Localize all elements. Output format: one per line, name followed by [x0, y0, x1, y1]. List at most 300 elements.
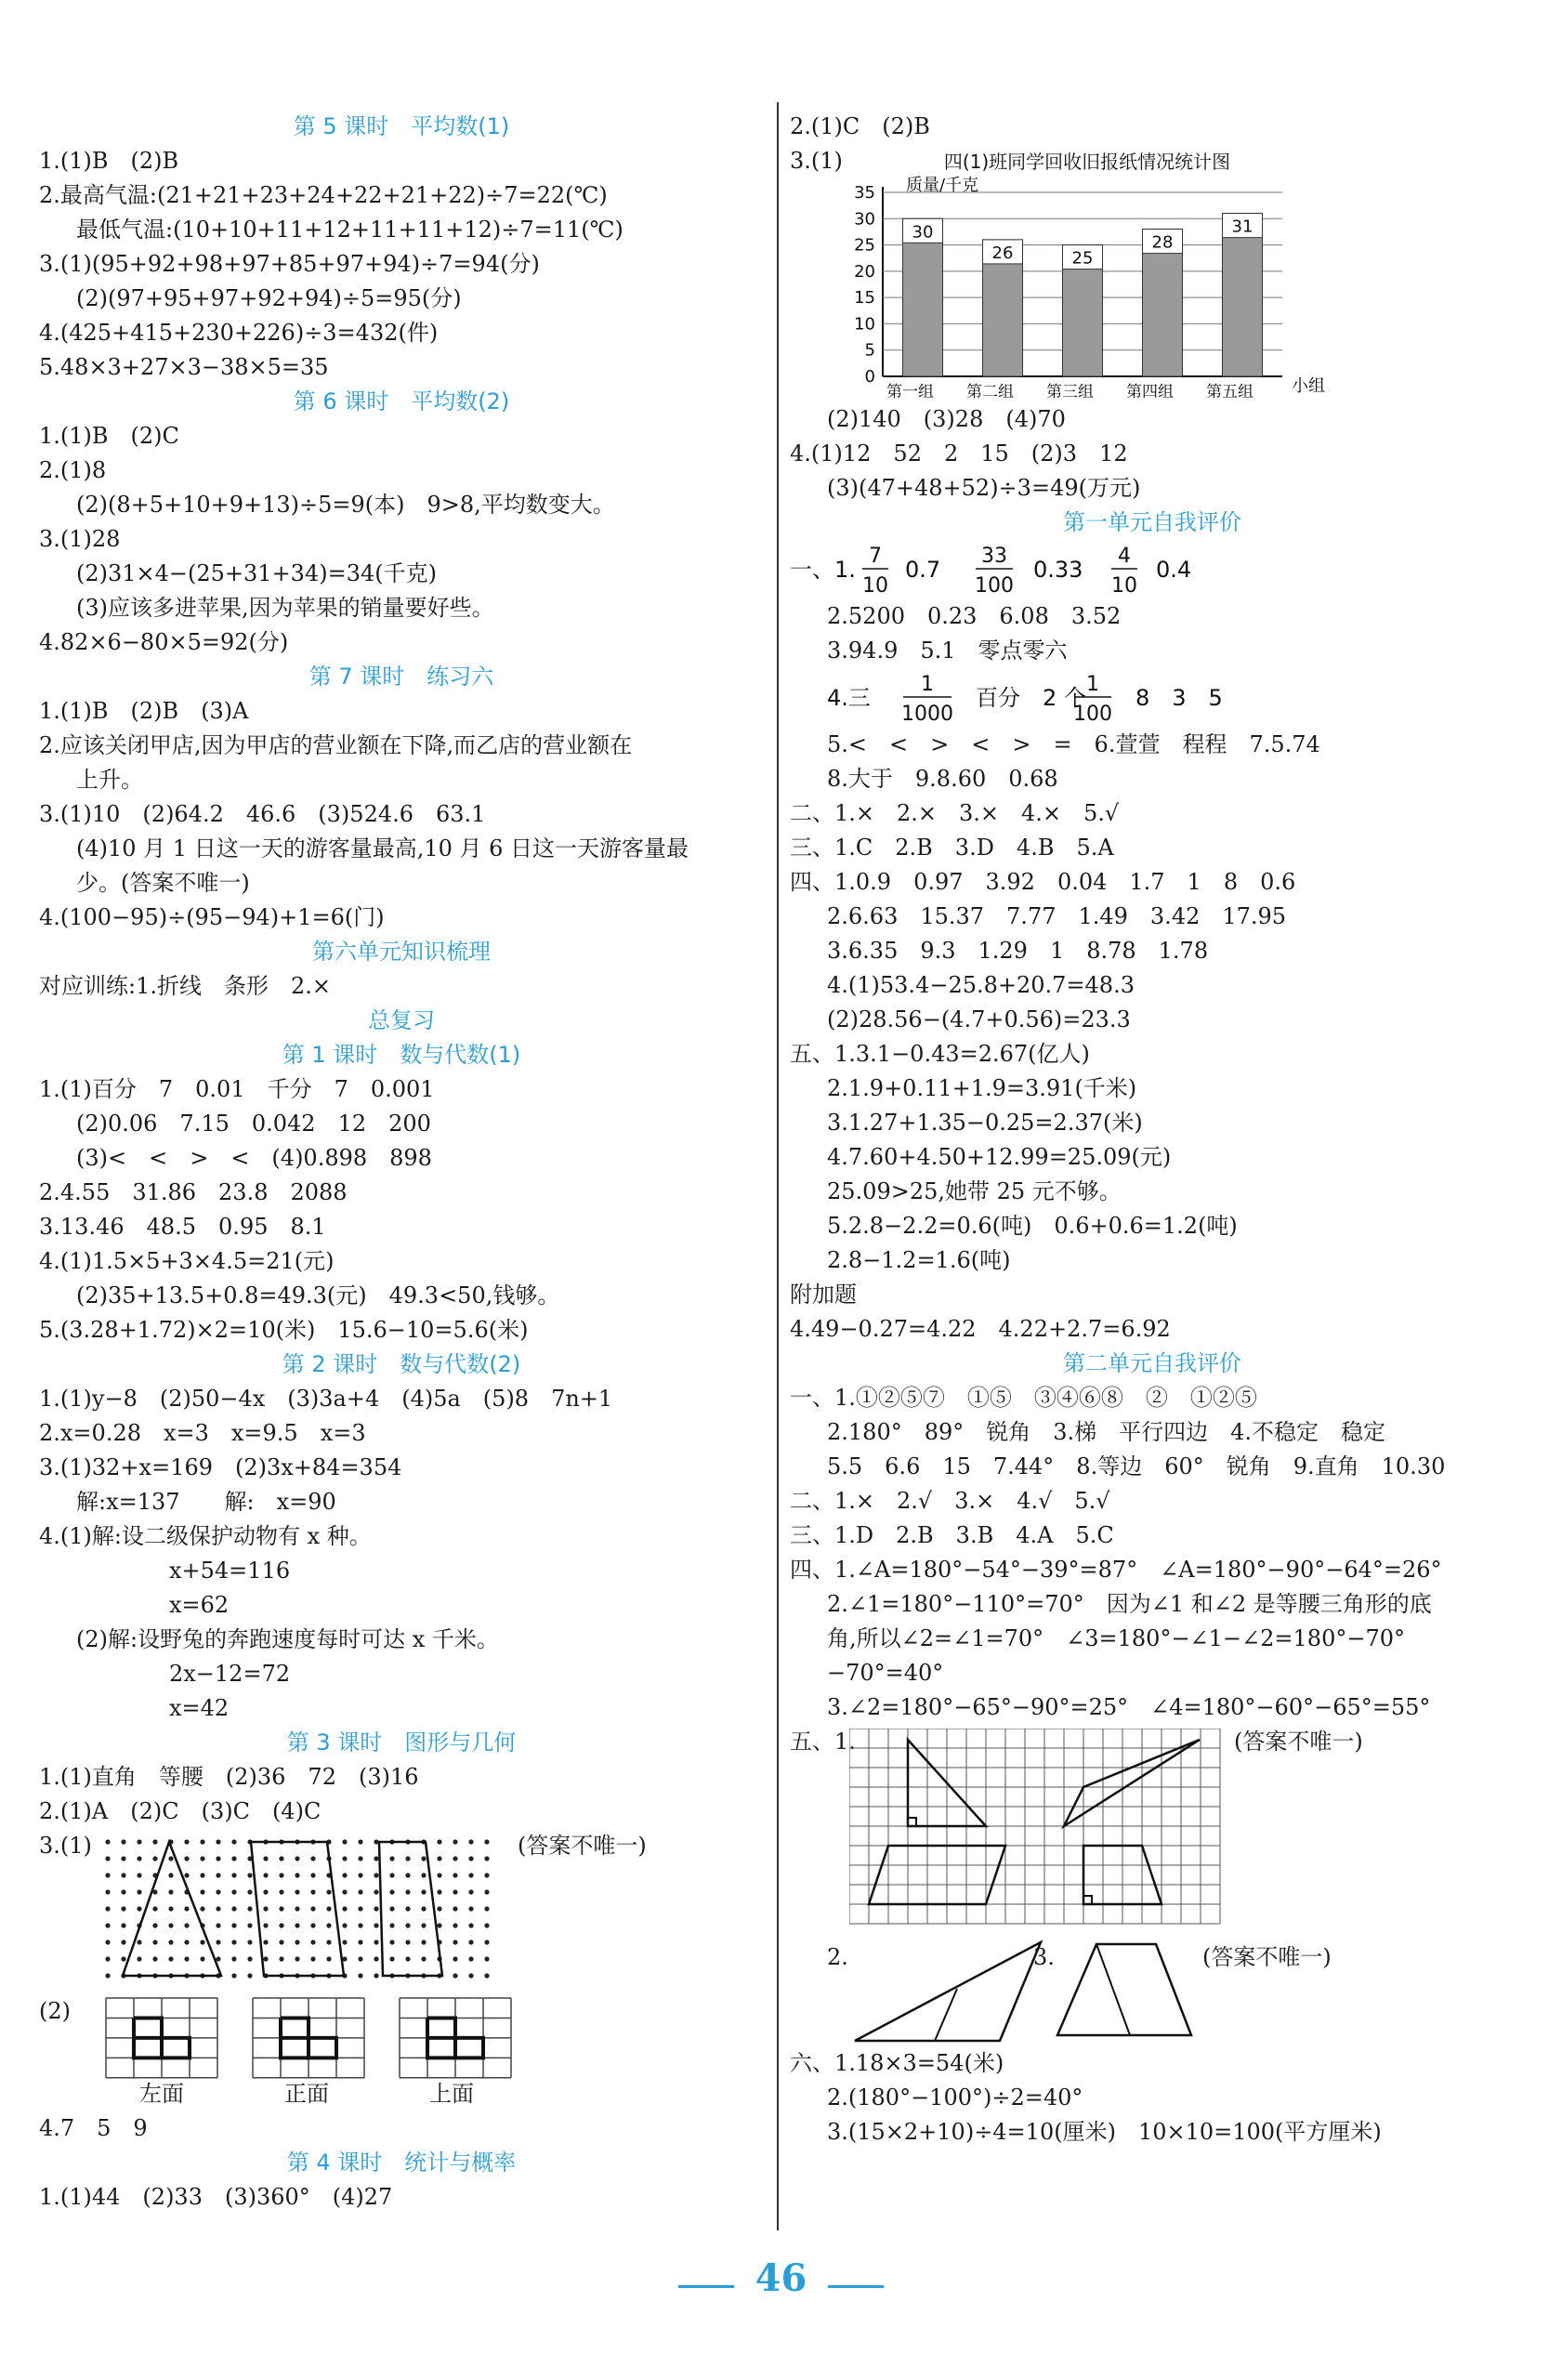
- grid-dot: [437, 1873, 441, 1877]
- answer-line: 2.(1)A (2)C (3)C (4)C: [39, 1798, 322, 1824]
- grid-dot: [105, 1889, 110, 1894]
- grid-dot: [453, 1906, 457, 1911]
- obtuse-triangle-shape: [1064, 1740, 1200, 1826]
- section-title-unit6: 第六单元知识梳理: [312, 939, 491, 965]
- grid-dot: [326, 1923, 331, 1927]
- grid-dot: [484, 1923, 489, 1927]
- grid-dot: [374, 1973, 378, 1978]
- grid-dot: [453, 1956, 457, 1961]
- answer-line: 1.(1)百分 7 0.01 千分 7 0.001: [39, 1076, 435, 1102]
- frac-num: 33: [981, 545, 1007, 568]
- grid-dot: [200, 1906, 204, 1911]
- grid-dot: [105, 1956, 110, 1961]
- fraction-line-4: [790, 668, 1515, 728]
- answer-label: 3.: [1033, 1944, 1055, 1970]
- x-tick-label: 第二组: [966, 383, 1014, 401]
- page-number: 46: [755, 2256, 807, 2300]
- grid-dot: [468, 1906, 473, 1911]
- grid-dot: [468, 1956, 473, 1961]
- grid-dot: [152, 1856, 157, 1861]
- parallelogram-shape: [869, 1846, 1005, 1904]
- grid-dot: [279, 1956, 283, 1961]
- three-views-figure: [39, 1994, 764, 2111]
- bar-value-label: 28: [1151, 232, 1174, 253]
- grid-dot: [121, 1889, 125, 1894]
- grid-dot: [137, 1940, 141, 1944]
- answer-line: (2)31×4−(25+31+34)=34(千克): [76, 560, 437, 586]
- grid-dot: [342, 1923, 347, 1927]
- fraction-row: [790, 668, 1515, 728]
- grid-dot: [405, 1856, 410, 1861]
- grid-dot: [468, 1889, 473, 1894]
- grid-dot: [121, 1856, 125, 1861]
- answer-line: 5.2.8−2.2=0.6(吨) 0.6+0.6=1.2(吨): [827, 1213, 1238, 1239]
- answer-line: (2)140 (3)28 (4)70: [827, 406, 1066, 432]
- grid-dot: [326, 1940, 331, 1944]
- answer-line: 三、1.C 2.B 3.D 4.B 5.A: [790, 835, 1114, 861]
- grid-dot: [484, 1873, 489, 1877]
- grid-dot: [358, 1956, 362, 1961]
- x-tick-label: 第一组: [886, 383, 934, 401]
- grid-dot: [389, 1873, 394, 1877]
- answer-line: 4.7.60+4.50+12.99=25.09(元): [827, 1144, 1172, 1170]
- grid-dot: [247, 1973, 252, 1978]
- grid-dot: [437, 1839, 441, 1844]
- bar-chart: [818, 144, 1338, 402]
- answer-line: 1.(1)直角 等腰 (2)36 72 (3)16: [39, 1764, 419, 1790]
- answer-line: 四、1.0.9 0.97 3.92 0.04 1.7 1 8 0.6: [790, 869, 1296, 895]
- answer-line: 8.大于 9.8.60 0.68: [827, 766, 1058, 792]
- grid-dot: [453, 1873, 457, 1877]
- answer-line: 角,所以∠2=∠1=70° ∠3=180°−∠1−∠2=180°−70°: [827, 1625, 1405, 1651]
- grid-dot: [437, 1889, 441, 1894]
- grid-dot: [374, 1856, 378, 1861]
- grid-dot: [184, 1923, 189, 1927]
- answer-line: 2.x=0.28 x=3 x=9.5 x=3: [39, 1420, 366, 1446]
- answer-line: x=42: [169, 1695, 230, 1721]
- answer-line: 2.∠1=180°−110°=70° 因为∠1 和∠2 是等腰三角形的底: [827, 1591, 1432, 1617]
- grid-dot: [216, 1940, 220, 1944]
- grid-dot: [358, 1889, 362, 1894]
- grid-dot: [137, 1856, 141, 1861]
- grid-dot: [484, 1906, 489, 1911]
- grid-dot: [121, 1873, 125, 1877]
- grid-dot: [279, 1889, 283, 1894]
- grid-dot: [137, 1873, 141, 1877]
- answer-line: 3.(1)28: [39, 526, 121, 552]
- grid-dot: [184, 1956, 189, 1961]
- answer-line: 2.(1)C (2)B: [790, 113, 930, 139]
- answer-line: 上升。: [76, 767, 143, 793]
- answer-line: 2.1.9+0.11+1.9=3.91(千米): [827, 1075, 1137, 1101]
- split-line: [1096, 1944, 1130, 2035]
- frac-text: 0.7: [905, 557, 941, 583]
- grid-dot: [263, 1956, 268, 1961]
- grid-dot: [137, 1839, 141, 1844]
- answer-line: 2.(180°−100°)÷2=40°: [827, 2084, 1083, 2110]
- grid-dot: [295, 1956, 299, 1961]
- grid-dot: [216, 1906, 220, 1911]
- grid-dot: [389, 1940, 394, 1944]
- answer-line: 3.(1)10 (2)64.2 46.6 (3)524.6 63.1: [39, 801, 486, 827]
- grid-dot: [295, 1906, 299, 1911]
- answer-line: (3)< < > < (4)0.898 898: [76, 1145, 432, 1171]
- three-views-drawing: [104, 1996, 513, 2080]
- grid-dot: [421, 1956, 426, 1961]
- grid-dot: [200, 1873, 204, 1877]
- grid-dot: [184, 1906, 189, 1911]
- grid-dot: [453, 1923, 457, 1927]
- grid-dot: [105, 1856, 110, 1861]
- section-title-review: 总复习: [368, 1007, 435, 1033]
- grid-dot: [437, 1856, 441, 1861]
- grid-dot: [358, 1856, 362, 1861]
- frac-den: 100: [975, 574, 1014, 598]
- frac-den: 10: [862, 574, 888, 598]
- y-tick-label: 35: [854, 183, 875, 203]
- grid-dot: [168, 1889, 173, 1894]
- grid-dot: [421, 1873, 426, 1877]
- grid-dot: [389, 1856, 394, 1861]
- answer-line: (3)应该多进苹果,因为苹果的销量要好些。: [76, 595, 494, 621]
- grid-dot: [216, 1856, 220, 1861]
- answer-line: 2.应该关闭甲店,因为甲店的营业额在下降,而乙店的营业额在: [39, 732, 633, 758]
- section-title-review2: 第 2 课时 数与代数(2): [282, 1351, 521, 1377]
- grid-dot: [421, 1906, 426, 1911]
- square-grid-drawing: [849, 1729, 1234, 1933]
- grid-dot: [105, 1923, 110, 1927]
- answer-line: 5.(3.28+1.72)×2=10(米) 15.6−10=5.6(米): [39, 1317, 529, 1343]
- answer-line: 最低气温:(10+10+11+12+11+11+12)÷7=11(℃): [76, 217, 623, 243]
- frac-text: 0.4: [1156, 557, 1192, 583]
- y-tick-label: 30: [854, 209, 875, 230]
- answer-line: 三、1.D 2.B 3.B 4.A 5.C: [790, 1522, 1114, 1548]
- answer-label: 五、1.: [790, 1729, 856, 1755]
- answer-line: (2)解:设野兔的奔跑速度每时可达 x 千米。: [76, 1626, 499, 1652]
- grid-dot: [437, 1923, 441, 1927]
- x-tick-label: 第四组: [1126, 383, 1174, 401]
- grid-dot: [231, 1923, 236, 1927]
- answer-line: 2.4.55 31.86 23.8 2088: [39, 1179, 348, 1205]
- grid-dot: [374, 1906, 378, 1911]
- grid-dot: [137, 1906, 141, 1911]
- grid-dot: [389, 1906, 394, 1911]
- answer-label: (2): [39, 1998, 71, 2024]
- grid-dot: [168, 1940, 173, 1944]
- grid-dot: [137, 1889, 141, 1894]
- x-tick-label: 第三组: [1046, 383, 1094, 401]
- answer-line: 二、1.× 2.√ 3.× 4.√ 5.√: [790, 1488, 1110, 1514]
- grid-dot: [184, 1839, 189, 1844]
- grid-dot: [326, 1956, 331, 1961]
- frac-text: 0.33: [1033, 557, 1083, 583]
- grid-dot: [421, 1889, 426, 1894]
- answer-line: 4.(100−95)÷(95−94)+1=6(门): [39, 904, 385, 930]
- view-label-front: 正面: [284, 2081, 329, 2107]
- answer-line: 2.(1)8: [39, 457, 107, 483]
- grid-dot: [421, 1940, 426, 1944]
- right-angle-mark: [1083, 1896, 1092, 1904]
- grid-dot: [121, 1940, 125, 1944]
- grid-dot: [374, 1956, 378, 1961]
- grid-dot: [263, 1873, 268, 1877]
- answer-line: 3.∠2=180°−65°−90°=25° ∠4=180°−60°−65°=55°: [827, 1694, 1431, 1720]
- view-front: [253, 1998, 364, 2078]
- grid-dot: [279, 1923, 283, 1927]
- grid-dot: [231, 1906, 236, 1911]
- grid-dot: [279, 1873, 283, 1877]
- answer-line: 3.6.35 9.3 1.29 1 8.78 1.78: [827, 938, 1209, 964]
- grid-dot: [200, 1856, 204, 1861]
- grid-dot: [421, 1923, 426, 1927]
- answer-label: 3.(1): [790, 148, 843, 174]
- section-title-lesson7: 第 7 课时 练习六: [308, 664, 494, 690]
- grid-dot: [342, 1839, 347, 1844]
- grid-dot: [152, 1940, 157, 1944]
- x-tick-label: 第五组: [1206, 383, 1254, 401]
- grid-dot: [279, 1856, 283, 1861]
- frac-den: 1000: [901, 703, 953, 726]
- answer-line: 2.8−1.2=1.6(吨): [827, 1247, 1011, 1273]
- grid-dot: [453, 1856, 457, 1861]
- grid-dot: [263, 1940, 268, 1944]
- grid-dot: [152, 1956, 157, 1961]
- grid-dot: [247, 1906, 252, 1911]
- grid-dot: [105, 1940, 110, 1944]
- answer-line: 3.(1)(95+92+98+97+85+97+94)÷7=94(分): [39, 251, 540, 277]
- fraction-line-1: [790, 540, 1515, 599]
- grid-dot: [231, 1856, 236, 1861]
- grid-dot: [358, 1906, 362, 1911]
- answer-label: 3.(1): [39, 1833, 92, 1859]
- answer-line: 4.(1)12 52 2 15 (2)3 12: [790, 440, 1128, 467]
- answer-line: (2)(97+95+97+92+94)÷5=95(分): [76, 285, 462, 311]
- grid-dot: [295, 1889, 299, 1894]
- grid-dot: [200, 1940, 204, 1944]
- y-tick-label: 10: [854, 314, 875, 335]
- grid-dot: [168, 1856, 173, 1861]
- frac-den: 10: [1111, 574, 1137, 598]
- grid-dot: [405, 1906, 410, 1911]
- answer-line: 5.< < > < > = 6.萱萱 程程 7.5.74: [827, 731, 1320, 757]
- answer-line: 3.13.46 48.5 0.95 8.1: [39, 1214, 326, 1240]
- chart-title: 四(1)班同学回收旧报纸情况统计图: [943, 151, 1231, 173]
- grid-dot: [468, 1923, 473, 1927]
- frac-num: 7: [869, 545, 882, 568]
- answer-line: (2)0.06 7.15 0.042 12 200: [76, 1111, 431, 1137]
- grid-dot: [358, 1873, 362, 1877]
- answer-line: 4.(1)解:设二级保护动物有 x 种。: [39, 1523, 372, 1549]
- grid-dot: [168, 1923, 173, 1927]
- answer-note: (答案不唯一): [518, 1833, 647, 1859]
- frac-num: 4: [1118, 545, 1131, 568]
- answer-line: (4)10 月 1 日这一天的游客量最高,10 月 6 日这一天游客量最: [76, 835, 689, 861]
- grid-dot: [152, 1906, 157, 1911]
- answer-line: 4.49−0.27=4.22 4.22+2.7=6.92: [790, 1316, 1171, 1342]
- grid-dot: [310, 1873, 315, 1877]
- section-title-review1: 第 1 课时 数与代数(1): [282, 1042, 521, 1068]
- answer-line: −70°=40°: [827, 1660, 944, 1686]
- answer-line: 二、1.× 2.× 3.× 4.× 5.√: [790, 800, 1120, 826]
- grid-dot: [263, 1889, 268, 1894]
- grid-dot: [184, 1856, 189, 1861]
- view-label-left: 左面: [139, 2081, 184, 2107]
- grid-dot: [453, 1839, 457, 1844]
- section-title-lesson5: 第 5 课时 平均数(1): [293, 113, 510, 139]
- view-top: [400, 1998, 511, 2078]
- right-angle-mark: [908, 1818, 916, 1826]
- grid-dot: [279, 1940, 283, 1944]
- dot-grid-drawing: [104, 1834, 513, 1992]
- grid-dot: [405, 1940, 410, 1944]
- answer-line: 1.(1)44 (2)33 (3)360° (4)27: [39, 2184, 393, 2210]
- answer-label: 2.: [827, 1944, 848, 1970]
- view-left: [106, 1998, 217, 2078]
- answer-line: 1.(1)y−8 (2)50−4x (3)3a+4 (4)5a (5)8 7n+1: [39, 1386, 613, 1412]
- section-title-unit1-eval: 第一单元自我评价: [1063, 509, 1241, 535]
- grid-dot: [358, 1839, 362, 1844]
- answer-line: 2.5200 0.23 6.08 3.52: [827, 603, 1122, 629]
- grid-dot: [389, 1956, 394, 1961]
- grid-dot: [263, 1906, 268, 1911]
- grid-dot: [389, 1923, 394, 1927]
- answer-line: 4.(425+415+230+226)÷3=432(件): [39, 320, 439, 346]
- grid-dot: [484, 1889, 489, 1894]
- grid-dot: [468, 1973, 473, 1978]
- grid-dot: [468, 1839, 473, 1844]
- answer-line: 5.5 6.6 15 7.44° 8.等边 60° 锐角 9.直角 10.30: [827, 1453, 1446, 1479]
- answer-line: 少。(答案不唯一): [76, 870, 250, 896]
- grid-dot: [310, 1889, 315, 1894]
- answer-line: 2.6.63 15.37 7.77 1.49 3.42 17.95: [827, 903, 1287, 929]
- footer-dash-right: [828, 2285, 884, 2288]
- bar-value-label: 26: [991, 243, 1014, 263]
- grid-dot: [405, 1956, 410, 1961]
- answer-line: (3)(47+48+52)÷3=49(万元): [827, 475, 1141, 501]
- grid-dot: [310, 1906, 315, 1911]
- grid-dot: [453, 1973, 457, 1978]
- grid-dot: [468, 1856, 473, 1861]
- answer-line: 3.(15×2+10)÷4=10(厘米) 10×10=100(平方厘米): [827, 2119, 1382, 2145]
- grid-dot: [405, 1923, 410, 1927]
- chart-x-label: 小组: [1292, 376, 1325, 396]
- answer-line: x=62: [169, 1592, 230, 1618]
- grid-dot: [152, 1839, 157, 1844]
- grid-dot: [137, 1956, 141, 1961]
- grid-dot: [184, 1873, 189, 1877]
- grid-dot: [168, 1956, 173, 1961]
- y-tick-label: 15: [854, 288, 875, 309]
- answer-line: 3.94.9 5.1 零点零六: [827, 638, 1068, 664]
- grid-dot: [216, 1889, 220, 1894]
- answer-line: 4.(1)1.5×5+3×4.5=21(元): [39, 1248, 335, 1274]
- triangle-trapezoid-figure: [790, 1937, 1515, 2046]
- grid-dot: [295, 1940, 299, 1944]
- chart-y-label: 质量/千克: [906, 176, 979, 195]
- answer-line: 25.09>25,她带 25 元不够。: [827, 1178, 1122, 1204]
- frac-text: 4.三: [827, 685, 871, 711]
- frac-text: 百分 2 个: [976, 685, 1086, 711]
- bar-value-label: 31: [1231, 217, 1254, 237]
- footer-dash-left: [678, 2285, 734, 2288]
- grid-dot: [231, 1973, 236, 1978]
- grid-dot: [310, 1923, 315, 1927]
- grid-dot: [389, 1889, 394, 1894]
- grid-dot: [421, 1856, 426, 1861]
- triangle-trapezoid-drawing: [846, 1937, 1199, 2045]
- grid-dot: [121, 1923, 125, 1927]
- grid-dot: [216, 1923, 220, 1927]
- grid-dot: [437, 1906, 441, 1911]
- answer-line: 3.1.27+1.35−0.25=2.37(米): [827, 1110, 1143, 1136]
- answer-line: 对应训练:1.折线 条形 2.×: [39, 973, 331, 999]
- grid-dot: [484, 1839, 489, 1844]
- grid-dot: [200, 1956, 204, 1961]
- grid-dot: [374, 1923, 378, 1927]
- grid-dot: [405, 1873, 410, 1877]
- grid-dot: [231, 1873, 236, 1877]
- grid-dot: [342, 1856, 347, 1861]
- frac-den: 100: [1073, 703, 1112, 726]
- answer-line: (2)28.56−(4.7+0.56)=23.3: [827, 1006, 1131, 1032]
- view-label-top: 上面: [429, 2081, 474, 2107]
- grid-dot: [200, 1839, 204, 1844]
- grid-dot: [484, 1973, 489, 1978]
- grid-dot: [200, 1889, 204, 1894]
- grid-dot: [295, 1923, 299, 1927]
- answer-note: (答案不唯一): [1202, 1944, 1332, 1970]
- grid-dot: [216, 1839, 220, 1844]
- bar-value-label: 25: [1071, 248, 1094, 269]
- answer-line: (2)35+13.5+0.8=49.3(元) 49.3<50,钱够。: [76, 1282, 560, 1308]
- section-title-review4: 第 4 课时 统计与概率: [286, 2150, 517, 2176]
- y-tick-label: 25: [854, 235, 875, 256]
- grid-dot: [342, 1906, 347, 1911]
- fraction-row: [790, 540, 1515, 599]
- y-tick-label: 20: [854, 261, 875, 282]
- grid-dot: [358, 1973, 362, 1978]
- grid-dot: [247, 1923, 252, 1927]
- section-title-unit2-eval: 第二单元自我评价: [1063, 1350, 1241, 1376]
- y-tick-label: 5: [864, 340, 875, 361]
- grid-dot: [484, 1856, 489, 1861]
- grid-dot: [216, 1956, 220, 1961]
- section-title-lesson6: 第 6 课时 平均数(2): [293, 388, 510, 414]
- grid-dot: [168, 1873, 173, 1877]
- trapezoid-shape-2: [379, 1842, 442, 1976]
- grid-dot: [374, 1940, 378, 1944]
- answer-line: 1.(1)B (2)B (3)A: [39, 698, 249, 724]
- answer-line: 4.(1)53.4−25.8+20.7=48.3: [827, 972, 1135, 998]
- answer-line: 5.48×3+27×3−38×5=35: [39, 354, 329, 380]
- frac-num: 1: [1086, 673, 1099, 696]
- answer-note: (答案不唯一): [1234, 1729, 1363, 1755]
- answer-line: 一、1.①②⑤⑦ ①⑤ ③④⑥⑧ ② ①②⑤: [790, 1385, 1257, 1411]
- answer-line: 1.(1)B (2)C: [39, 423, 179, 449]
- grid-dot: [484, 1940, 489, 1944]
- grid-dot: [468, 1873, 473, 1877]
- page-footer: [0, 2256, 1562, 2300]
- dot-grid-figure: [39, 1829, 764, 1994]
- answer-line: 附加题: [790, 1282, 857, 1308]
- answer-line: 4.82×6−80×5=92(分): [39, 629, 289, 655]
- frac-text: 8 3 5: [1135, 685, 1223, 711]
- triangle-with-height: [855, 1942, 1041, 2041]
- grid-dot: [231, 1889, 236, 1894]
- grid-dot: [358, 1940, 362, 1944]
- grid-dot: [247, 1873, 252, 1877]
- frac-text: 一、1.: [790, 557, 856, 583]
